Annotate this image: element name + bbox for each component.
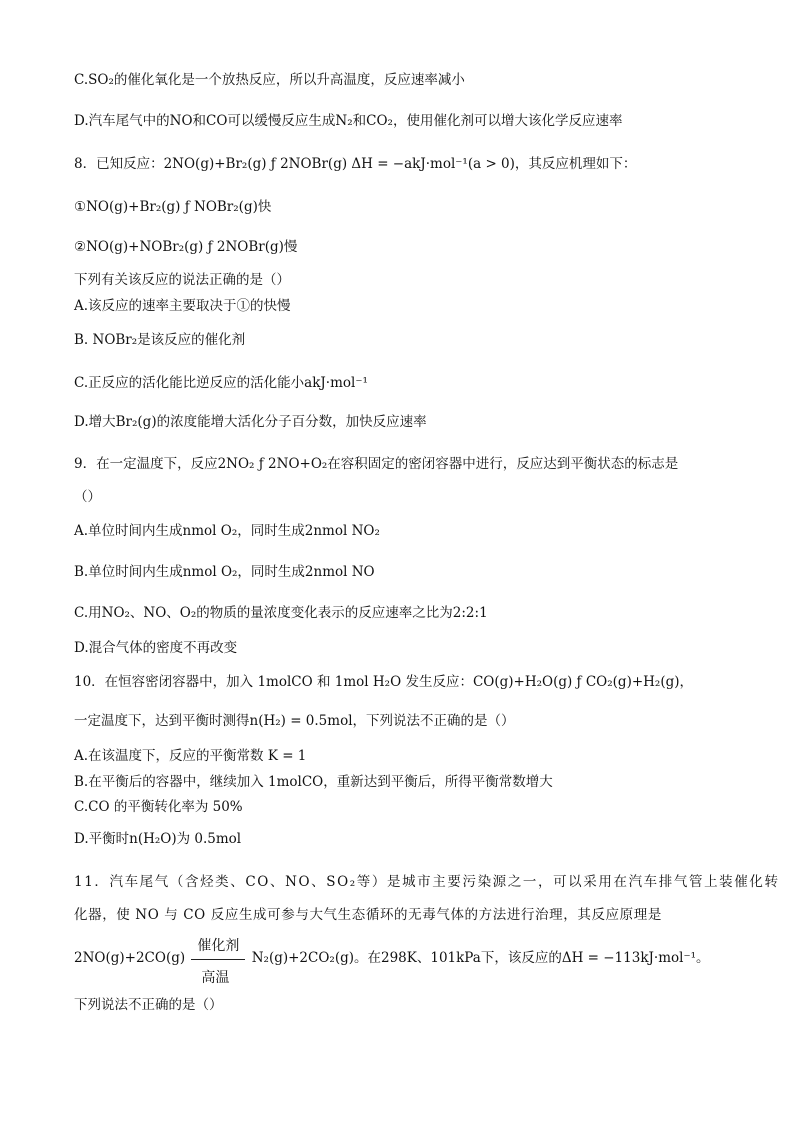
q8-option-d: D.增大Br₂(g)的浓度能增大活化分子百分数，加快反应速率 xyxy=(74,414,427,430)
q9-option-c: C.用NO₂、NO、O₂的物质的量浓度变化表示的反应速率之比为2:2:1 xyxy=(74,605,488,621)
q8-step-1: ①NO(g)+Br₂(g) ƒ NOBr₂(g)快 xyxy=(74,199,272,215)
question-9: 9．在一定温度下，反应2NO₂ ƒ 2NO+O₂在容积固定的密闭容器中进行，反应达到平衡状态的标志是 xyxy=(74,456,679,472)
arrow-bar xyxy=(191,959,245,960)
q9-answer-paren: （） xyxy=(74,489,101,505)
q10-option-c: C.CO 的平衡转化率为 50% xyxy=(74,799,243,815)
q10-continued: 一定温度下，达到平衡时测得n(H₂) = 0.5mol，下列说法不正确的是（） xyxy=(74,713,515,729)
q9-option-d: D.混合气体的密度不再改变 xyxy=(74,640,238,656)
question-10: 10．在恒容密闭容器中，加入 1molCO 和 1mol H₂O 发生反应：CO(g)+H₂O(g) ƒ CO₂(g)+H₂(g)， xyxy=(74,674,694,690)
option-c-prev: C.SO₂的催化氧化是一个放热反应，所以升高温度，反应速率减小 xyxy=(74,72,465,88)
option-d-prev: D.汽车尾气中的NO和CO可以缓慢反应生成N₂和CO₂，使用催化剂可以增大该化学反应速率 xyxy=(74,113,623,129)
q10-option-d: D.平衡时n(H₂O)为 0.5mol xyxy=(74,831,242,847)
q9-option-b: B.单位时间内生成nmol O₂，同时生成2nmol NO xyxy=(74,564,375,580)
q11-equation xyxy=(74,937,710,986)
q11-products: N₂(g)+2CO₂(g)。在298K、101kPa下，该反应的ΔH = −113kJ·mol⁻¹。 xyxy=(251,950,710,966)
q10-option-a: A.在该温度下，反应的平衡常数 K = 1 xyxy=(74,748,307,764)
q8-step-2: ②NO(g)+NOBr₂(g) ƒ 2NOBr(g)慢 xyxy=(74,239,298,255)
q8-option-b: B. NOBr₂是该反应的催化剂 xyxy=(74,332,246,348)
q9-option-a: A.单位时间内生成nmol O₂，同时生成2nmol NO₂ xyxy=(74,523,380,539)
reaction-arrow xyxy=(189,937,247,986)
arrow-condition-catalyst: 催化剂 xyxy=(197,937,240,954)
q11-prompt: 下列说法不正确的是（） xyxy=(74,997,223,1013)
q8-prompt: 下列有关该反应的说法正确的是（） xyxy=(74,272,290,288)
arrow-condition-temp: 高温 xyxy=(201,969,230,986)
q8-option-c: C.正反应的活化能比逆反应的活化能小akJ·mol⁻¹ xyxy=(74,375,368,391)
question-8: 8．已知反应：2NO(g)+Br₂(g) ƒ 2NOBr(g) ΔH = −akJ·mol⁻¹(a > 0)，其反应机理如下： xyxy=(74,156,637,172)
q11-continued: 化器，使 NO 与 CO 反应生成可参与大气生态循环的无毒气体的方法进行治理，其反应原理是 xyxy=(74,907,662,923)
q8-option-a: A.该反应的速率主要取决于①的快慢 xyxy=(74,298,291,314)
question-11: 11．汽车尾气（含烃类、CO、NO、SO₂等）是城市主要污染源之一，可以采用在汽车排气管上装催化转 xyxy=(74,874,780,890)
q11-reactants: 2NO(g)+2CO(g) xyxy=(74,950,186,966)
q10-option-b: B.在平衡后的容器中，继续加入 1molCO，重新达到平衡后，所得平衡常数增大 xyxy=(74,774,553,790)
